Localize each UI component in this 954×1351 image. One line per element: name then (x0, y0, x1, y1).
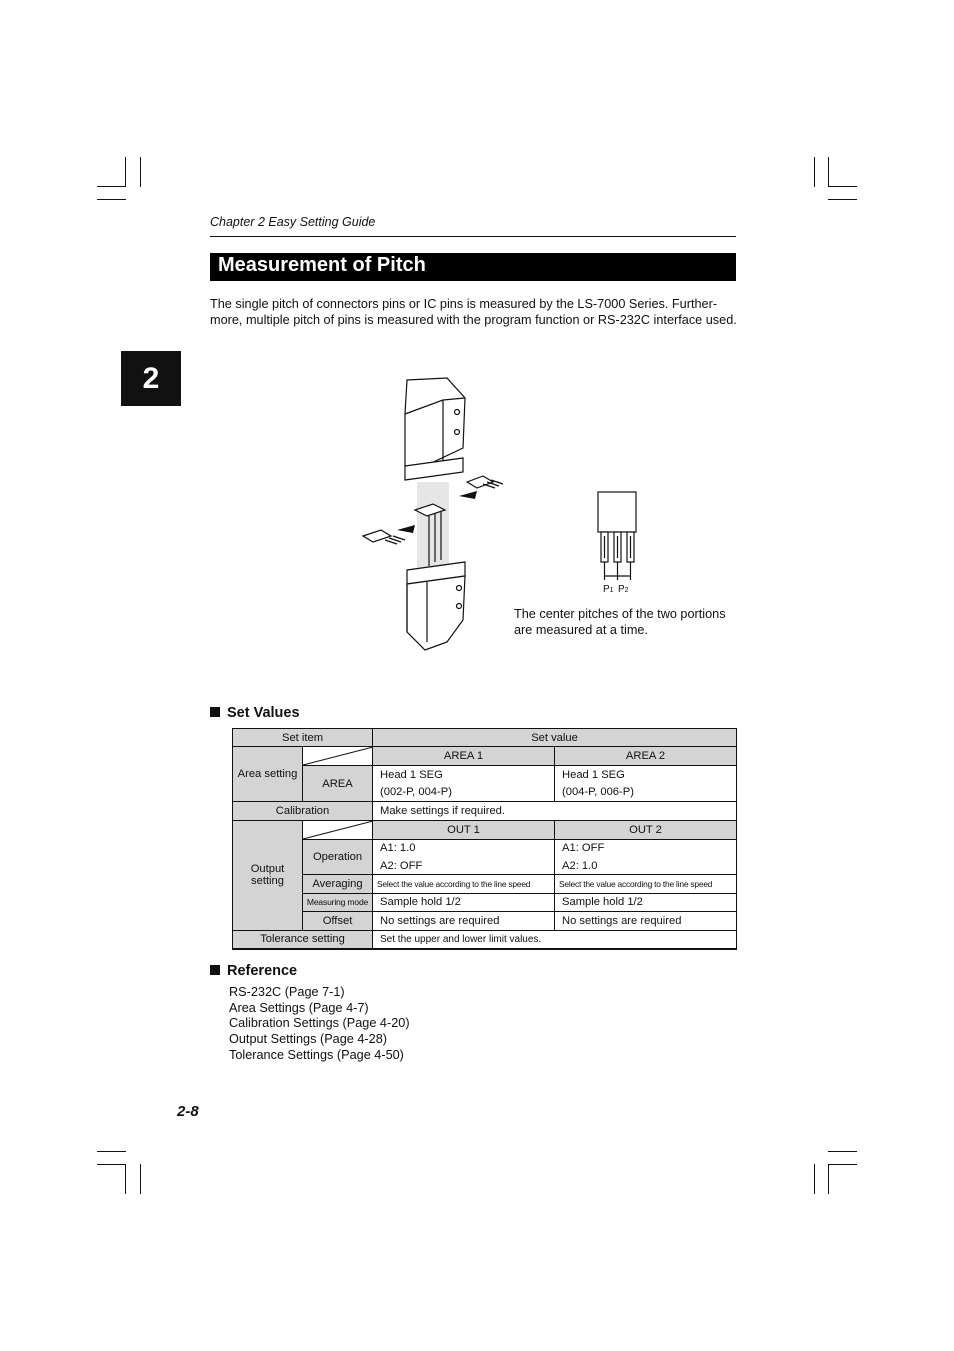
list-item: Tolerance Settings (Page 4-50) (229, 1047, 404, 1062)
crop-mark (828, 199, 857, 200)
table-cell: No settings are required (555, 912, 737, 930)
table-row (233, 729, 737, 747)
list-item: Calibration Settings (Page 4-20) (229, 1016, 410, 1031)
table-cell: Averaging (303, 875, 373, 893)
table-cell: Sample hold 1/2 (555, 893, 737, 911)
table-cell: Output setting (233, 820, 303, 930)
table-cell: Head 1 SEG (555, 766, 737, 784)
pitch-label-p2: P2 (618, 584, 629, 595)
table-header-cell: OUT 2 (555, 820, 737, 839)
table-cell: Select the value according to the line speed (555, 875, 737, 893)
table-cell: AREA (303, 766, 373, 802)
page-title: Measurement of Pitch (218, 254, 426, 276)
table-row (233, 912, 737, 930)
table-cell: Make settings if required. (373, 802, 737, 820)
table-row (233, 766, 737, 784)
page-number: 2-8 (177, 1103, 199, 1120)
square-bullet-icon (210, 707, 220, 717)
reference-heading: Reference (210, 963, 297, 979)
crop-mark (97, 186, 126, 187)
crop-mark (828, 1164, 857, 1165)
square-bullet-icon (210, 965, 220, 975)
table-row (233, 893, 737, 911)
table-header-cell: Set value (373, 729, 737, 747)
crop-mark (828, 157, 829, 187)
table-cell: A1: 1.0 (373, 839, 555, 857)
crop-mark (828, 186, 857, 187)
list-item: Output Settings (Page 4-28) (229, 1032, 387, 1047)
table-row (233, 839, 737, 857)
table-cell: Sample hold 1/2 (373, 893, 555, 911)
chapter-header: Chapter 2 Easy Setting Guide (210, 215, 376, 229)
crop-mark (125, 157, 126, 187)
list-item: RS-232C (Page 7-1) (229, 985, 345, 999)
table-cell: (002-P, 004-P) (373, 784, 555, 802)
table-header-cell: OUT 1 (373, 820, 555, 839)
set-values-heading: Set Values (210, 705, 300, 721)
diagonal-cell (303, 820, 373, 839)
set-values-table (232, 728, 737, 950)
figure-caption: The center pitches of the two portions are measured at a time. (514, 607, 726, 637)
crop-mark (140, 157, 141, 187)
sensor-illustration (355, 370, 515, 655)
table-cell: Measuring mode (303, 893, 373, 911)
table-cell: Tolerance setting (233, 930, 373, 949)
table-cell: (004-P, 006-P) (555, 784, 737, 802)
pitch-label-p1: P1 (603, 584, 614, 595)
table-header-cell: AREA 2 (555, 747, 737, 766)
header-rule (210, 236, 736, 237)
crop-mark (97, 199, 126, 200)
table-row (233, 930, 737, 949)
table-cell: A2: OFF (373, 857, 555, 875)
crop-mark (140, 1164, 141, 1194)
crop-mark (97, 1151, 126, 1152)
pitch-diagram (590, 488, 650, 595)
table-cell: Offset (303, 912, 373, 930)
crop-mark (125, 1164, 126, 1194)
intro-paragraph: The single pitch of connectors pins or IC pins is measured by the LS-7000 Series. Further-more, multiple pitch of pins is measured with the program function or RS-232C interface used. (210, 297, 737, 327)
table-row (233, 747, 737, 766)
table-cell: Head 1 SEG (373, 766, 555, 784)
table-cell: Set the upper and lower limit values. (373, 930, 737, 949)
table-cell: No settings are required (373, 912, 555, 930)
crop-mark (814, 1164, 815, 1194)
table-header-cell: AREA 1 (373, 747, 555, 766)
list-item: Area Settings (Page 4-7) (229, 1000, 369, 1015)
table-row (233, 875, 737, 893)
diagonal-cell (303, 747, 373, 766)
table-header-cell: Set item (233, 729, 373, 747)
crop-mark (828, 1164, 829, 1194)
table-cell: Operation (303, 839, 373, 875)
crop-mark (97, 1164, 126, 1165)
crop-mark (814, 157, 815, 187)
table-cell: A1: OFF (555, 839, 737, 857)
table-cell: A2: 1.0 (555, 857, 737, 875)
chapter-tab: 2 (121, 351, 181, 406)
table-cell: Select the value according to the line speed (373, 875, 555, 893)
title-bar (210, 253, 736, 281)
crop-mark (828, 1151, 857, 1152)
table-row (233, 802, 737, 820)
table-cell: Calibration (233, 802, 373, 820)
reference-list (229, 985, 410, 1064)
table-row (233, 820, 737, 839)
table-cell: Area setting (233, 747, 303, 802)
